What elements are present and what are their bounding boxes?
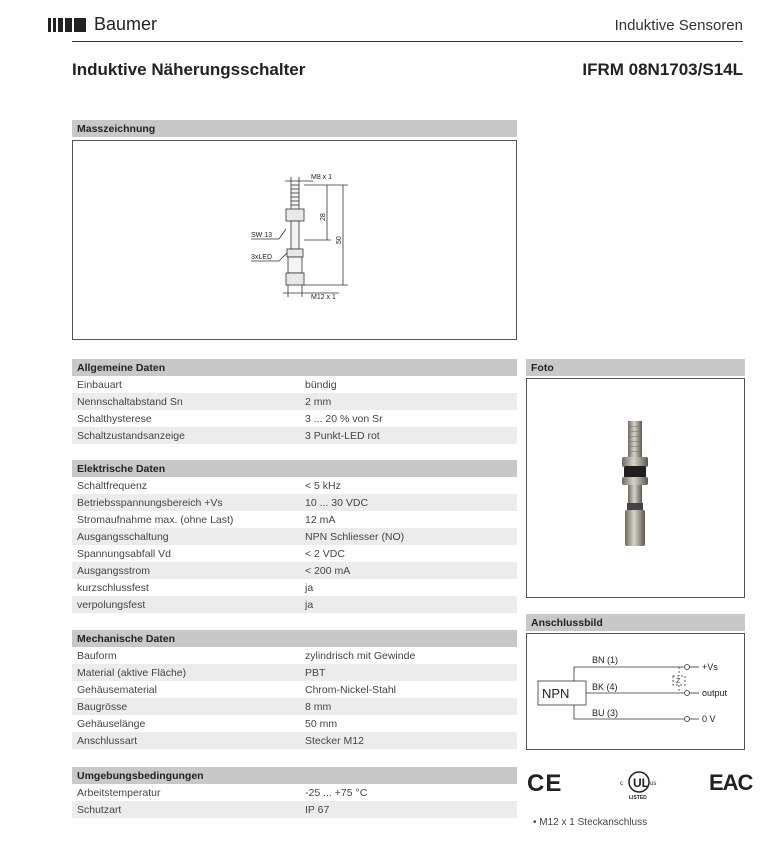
table-row	[72, 528, 517, 545]
row-value: Stecker M12	[305, 734, 364, 747]
row-key: Spannungsabfall Vd	[77, 547, 171, 560]
table-row	[72, 698, 517, 715]
row-key: Schutzart	[77, 803, 122, 816]
model-number: IFRM 08N1703/S14L	[582, 60, 743, 79]
table-row	[72, 715, 517, 732]
section-masszeichnung-header: Masszeichnung	[72, 120, 517, 137]
ul-us-label: us	[650, 781, 657, 787]
brand-mark-icon	[48, 18, 86, 32]
svg-text:UL: UL	[633, 776, 649, 790]
table-row	[72, 427, 517, 444]
row-value: -25 ... +75 °C	[305, 786, 368, 799]
row-value: PBT	[305, 666, 326, 679]
mechanische-table	[72, 647, 517, 749]
brand-logo	[48, 14, 157, 35]
row-value: 2 mm	[305, 395, 332, 408]
row-value: 10 ... 30 VDC	[305, 496, 369, 509]
row-value: NPN Schliesser (NO)	[305, 530, 405, 543]
table-row	[72, 784, 517, 801]
row-key: Gehäusematerial	[77, 683, 157, 696]
dim-label-thread: M8 x 1	[311, 174, 333, 181]
dimension-drawing-svg	[73, 141, 516, 339]
table-row	[72, 681, 517, 698]
row-key: Arbeitstemperatur	[77, 786, 161, 799]
table-row	[72, 511, 517, 528]
table-row	[72, 579, 517, 596]
row-value: ja	[305, 581, 314, 594]
section-allgemeine-header: Allgemeine Daten	[72, 359, 517, 376]
row-value: bündig	[305, 378, 337, 391]
elektrische-table	[72, 477, 517, 613]
table-row	[72, 801, 517, 818]
row-key: Einbauart	[77, 378, 122, 391]
footnote: • M12 x 1 Steckanschluss	[533, 817, 648, 828]
dimension-drawing	[72, 140, 517, 340]
row-key: Ausgangsstrom	[77, 564, 150, 577]
row-key: Ausgangsschaltung	[77, 530, 169, 543]
row-key: Stromaufnahme max. (ohne Last)	[77, 513, 234, 526]
row-key: verpolungsfest	[77, 598, 146, 611]
load-z-label: Z	[676, 678, 681, 685]
ul-listed-label: LISTED	[629, 795, 647, 801]
page-title: Induktive Näherungsschalter	[72, 60, 306, 79]
row-value: 50 mm	[305, 717, 338, 730]
row-key: Baugrösse	[77, 700, 128, 713]
row-value: < 5 kHz	[305, 479, 341, 492]
wiring-diagram-svg	[527, 634, 744, 749]
terminal-0v-label: 0 V	[702, 714, 716, 724]
row-value: IP 67	[305, 803, 330, 816]
row-key: Gehäuselänge	[77, 717, 146, 730]
ul-listed-mark-icon	[616, 768, 662, 802]
section-anschluss-header: Anschlussbild	[526, 614, 745, 631]
section-foto-header: Foto	[526, 359, 745, 376]
row-key: Betriebsspannungsbereich +Vs	[77, 496, 223, 509]
table-row	[72, 562, 517, 579]
wire-bu-label: BU (3)	[592, 708, 619, 718]
row-key: Nennschaltabstand Sn	[77, 395, 183, 408]
row-value: ja	[305, 598, 314, 611]
category-label: Induktive Sensoren	[614, 17, 743, 34]
row-value: < 2 VDC	[305, 547, 345, 560]
table-row	[72, 393, 517, 410]
row-key: kurzschlussfest	[77, 581, 149, 594]
ce-mark-icon: CE	[527, 770, 563, 797]
section-umgebung-header: Umgebungsbedingungen	[72, 767, 517, 784]
row-key: Bauform	[77, 649, 117, 662]
dim-label-28: 28	[320, 213, 327, 221]
terminal-vs-label: +Vs	[702, 662, 718, 672]
allgemeine-table	[72, 376, 517, 444]
ul-c-label: c	[620, 781, 623, 787]
row-value: < 200 mA	[305, 564, 351, 577]
header-divider	[72, 41, 743, 42]
wiring-diagram	[526, 633, 745, 750]
table-row	[72, 596, 517, 613]
terminal-output-label: output	[702, 688, 728, 698]
row-key: Schalthysterese	[77, 412, 152, 425]
product-photo	[526, 378, 745, 598]
wire-bn-label: BN (1)	[592, 655, 619, 665]
section-mechanische-header: Mechanische Daten	[72, 630, 517, 647]
dim-label-led: 3xLED	[251, 254, 273, 261]
table-row	[72, 664, 517, 681]
dim-label-sw: SW 13	[251, 232, 273, 239]
row-value: 12 mA	[305, 513, 336, 526]
row-key: Material (aktive Fläche)	[77, 666, 187, 679]
row-value: 3 ... 20 % von Sr	[305, 412, 383, 425]
row-key: Schaltfrequenz	[77, 479, 148, 492]
eac-mark-icon: EAC	[709, 770, 753, 795]
npn-label: NPN	[542, 686, 570, 701]
umgebung-table	[72, 784, 517, 818]
table-row	[72, 647, 517, 664]
row-key: Schaltzustandsanzeige	[77, 429, 185, 442]
row-value: 8 mm	[305, 700, 332, 713]
table-row	[72, 732, 517, 749]
wire-bk-label: BK (4)	[592, 682, 618, 692]
table-row	[72, 410, 517, 427]
row-value: zylindrisch mit Gewinde	[305, 649, 416, 662]
table-row	[72, 545, 517, 562]
row-value: 3 Punkt-LED rot	[305, 429, 380, 442]
brand-name: Baumer	[94, 14, 158, 34]
row-value: Chrom-Nickel-Stahl	[305, 683, 397, 696]
row-key: Anschlussart	[77, 734, 138, 747]
dim-label-50: 50	[336, 236, 343, 244]
table-row	[72, 477, 517, 494]
table-row	[72, 494, 517, 511]
section-elektrische-header: Elektrische Daten	[72, 460, 517, 477]
sensor-photo-illustration	[527, 379, 744, 597]
dim-label-connector: M12 x 1	[311, 294, 336, 301]
table-row	[72, 376, 517, 393]
